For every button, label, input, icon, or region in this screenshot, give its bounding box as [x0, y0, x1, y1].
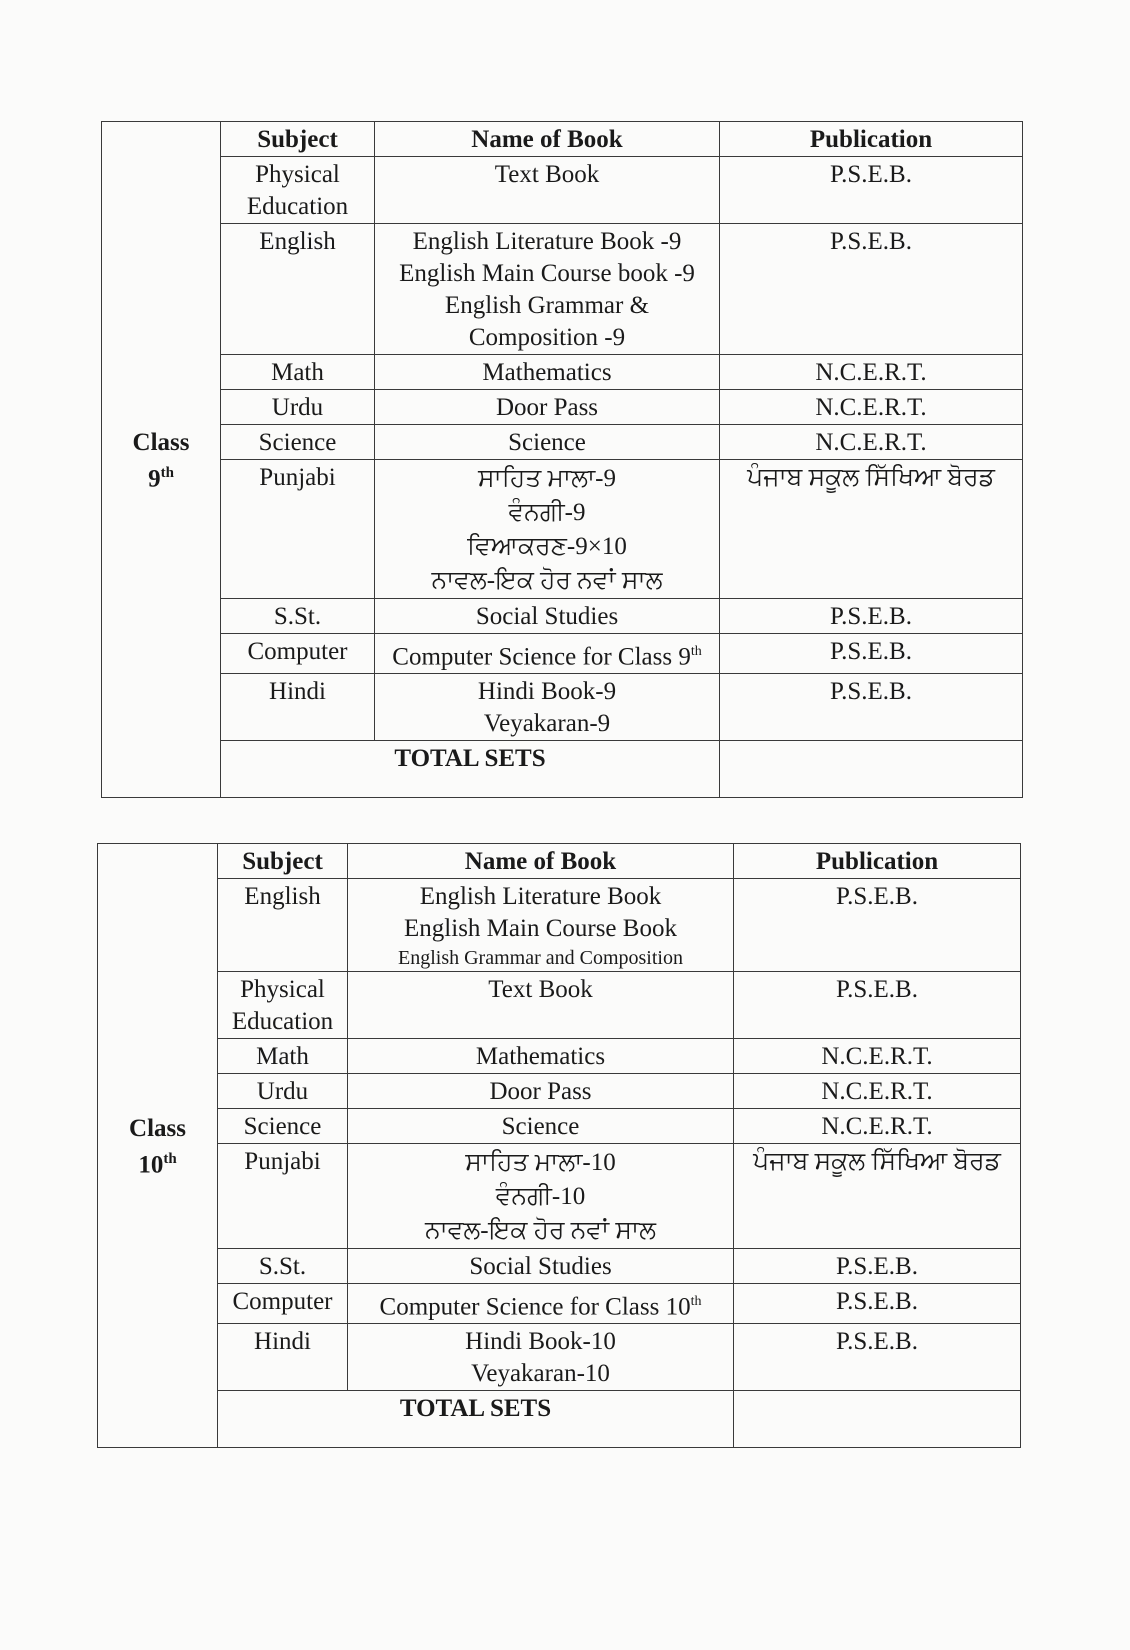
- table-row: [98, 1109, 1021, 1144]
- subject-cell: Physical Education: [218, 972, 348, 1039]
- subject-cell: Hindi: [218, 1324, 348, 1391]
- book-title: ਵੰਨਗੀ-9: [508, 499, 586, 526]
- publication-cell: P.S.E.B.: [734, 1249, 1021, 1284]
- subject-cell: Physical Education: [221, 157, 375, 224]
- subject-cell: Computer: [218, 1284, 348, 1324]
- publication-cell: N.C.E.R.T.: [734, 1109, 1021, 1144]
- table-row: [98, 1284, 1021, 1324]
- book-title: English Main Course book -9: [399, 260, 695, 287]
- subject-cell: Urdu: [221, 390, 375, 425]
- publication-cell: N.C.E.R.T.: [720, 355, 1023, 390]
- total-sets-value: [734, 1391, 1021, 1448]
- subject-cell: Hindi: [221, 674, 375, 741]
- publication-cell: P.S.E.B.: [720, 157, 1023, 224]
- table-row: [102, 157, 1023, 224]
- book-title: ਵੰਨਗੀ-10: [495, 1183, 586, 1210]
- table-row: [102, 425, 1023, 460]
- book-cell: Door Pass: [348, 1074, 734, 1109]
- total-sets-value: [720, 741, 1023, 798]
- table-row: [98, 1249, 1021, 1284]
- table-header-row: [102, 122, 1023, 157]
- book-cell: Mathematics: [348, 1039, 734, 1074]
- publication-cell: N.C.E.R.T.: [720, 425, 1023, 460]
- class-number: 9th: [148, 464, 174, 492]
- book-title: English Literature Book -9: [412, 228, 682, 255]
- publication-cell: N.C.E.R.T.: [720, 390, 1023, 425]
- subject-cell: English: [221, 224, 375, 355]
- subject-cell: Computer: [221, 634, 375, 674]
- class-number: 10th: [138, 1150, 177, 1178]
- book-cell: Text Book: [348, 972, 734, 1039]
- subject-cell: S.St.: [221, 599, 375, 634]
- total-row: [98, 1391, 1021, 1448]
- publication-cell: P.S.E.B.: [734, 1284, 1021, 1324]
- table-row: [98, 879, 1021, 972]
- book-cell: Social Studies: [348, 1249, 734, 1284]
- subject-cell: Punjabi: [218, 1144, 348, 1249]
- subject-header: Subject: [221, 122, 375, 157]
- subject-cell: Math: [218, 1039, 348, 1074]
- subject-cell: S.St.: [218, 1249, 348, 1284]
- class-9-book-table: [101, 121, 1023, 798]
- class-label: Class: [132, 428, 190, 456]
- class-label: Class: [129, 1114, 186, 1142]
- class-10-book-table: [97, 843, 1021, 1448]
- book-name-header: Name of Book: [348, 844, 734, 879]
- book-cell: [348, 879, 734, 972]
- table-header-row: [98, 844, 1021, 879]
- publication-header: Publication: [734, 844, 1021, 879]
- book-title: Veyakaran-10: [471, 1360, 610, 1388]
- subject-cell: Math: [221, 355, 375, 390]
- publication-cell: P.S.E.B.: [720, 674, 1023, 741]
- book-cell: Science: [348, 1109, 734, 1144]
- book-cell: Social Studies: [375, 599, 720, 634]
- book-title: English Literature Book: [419, 883, 662, 910]
- book-cell: [348, 1324, 734, 1391]
- book-name-header: Name of Book: [375, 122, 720, 157]
- book-title: ਨਾਵਲ-ਇਕ ਹੋਰ ਨਵਾਂ ਸਾਲ: [431, 567, 663, 594]
- publication-cell: ਪੰਜਾਬ ਸਕੂਲ ਸਿੱਖਿਆ ਬੋਰਡ: [734, 1144, 1021, 1249]
- book-title: ਸਾਹਿਤ ਮਾਲਾ-10: [465, 1149, 616, 1176]
- book-cell: Mathematics: [375, 355, 720, 390]
- table-row: [102, 224, 1023, 355]
- book-title: English Grammar and Composition: [398, 947, 683, 969]
- class-label-cell: [102, 122, 221, 798]
- book-title: ਸਾਹਿਤ ਮਾਲਾ-9: [478, 465, 616, 492]
- book-title: Hindi Book-10: [465, 1328, 616, 1356]
- table-row: [102, 390, 1023, 425]
- subject-header: Subject: [218, 844, 348, 879]
- subject-cell: Science: [218, 1109, 348, 1144]
- total-row: [102, 741, 1023, 798]
- subject-cell: Punjabi: [221, 460, 375, 599]
- class-label-cell: [98, 844, 218, 1448]
- publication-cell: ਪੰਜਾਬ ਸਕੂਲ ਸਿੱਖਿਆ ਬੋਰਡ: [720, 460, 1023, 599]
- subject-cell: Urdu: [218, 1074, 348, 1109]
- table-row: [102, 599, 1023, 634]
- table-row: [98, 1039, 1021, 1074]
- book-cell: [375, 674, 720, 741]
- publication-cell: N.C.E.R.T.: [734, 1039, 1021, 1074]
- table-row: [98, 1074, 1021, 1109]
- book-cell: Science: [375, 425, 720, 460]
- book-cell: [375, 224, 720, 355]
- table-row: [98, 972, 1021, 1039]
- book-cell: Door Pass: [375, 390, 720, 425]
- table-row: [98, 1324, 1021, 1391]
- publication-cell: P.S.E.B.: [720, 224, 1023, 355]
- subject-cell: English: [218, 879, 348, 972]
- publication-cell: P.S.E.B.: [734, 1324, 1021, 1391]
- table-row: [98, 1144, 1021, 1249]
- book-title: ਵਿਆਕਰਣ-9×10: [467, 533, 627, 560]
- total-sets-label: TOTAL SETS: [221, 741, 720, 798]
- book-title: English Main Course Book: [404, 915, 677, 942]
- publication-header: Publication: [720, 122, 1023, 157]
- book-cell: Computer Science for Class 10th: [348, 1284, 734, 1324]
- publication-cell: P.S.E.B.: [720, 599, 1023, 634]
- table-row: [102, 674, 1023, 741]
- book-cell: [348, 1144, 734, 1249]
- total-sets-label: TOTAL SETS: [218, 1391, 734, 1448]
- book-cell: [375, 460, 720, 599]
- subject-cell: Science: [221, 425, 375, 460]
- publication-cell: P.S.E.B.: [720, 634, 1023, 674]
- publication-cell: N.C.E.R.T.: [734, 1074, 1021, 1109]
- book-title: Hindi Book-9: [477, 678, 617, 706]
- table-row: [102, 460, 1023, 599]
- book-cell: Text Book: [375, 157, 720, 224]
- book-title: Veyakaran-9: [483, 710, 611, 738]
- table-row: [102, 634, 1023, 674]
- publication-cell: P.S.E.B.: [734, 879, 1021, 972]
- publication-cell: P.S.E.B.: [734, 972, 1021, 1039]
- book-title: Composition -9: [468, 324, 626, 351]
- book-title: English Grammar &: [444, 292, 650, 319]
- table-row: [102, 355, 1023, 390]
- book-title: ਨਾਵਲ-ਇਕ ਹੋਰ ਨਵਾਂ ਸਾਲ: [424, 1217, 657, 1244]
- book-cell: Computer Science for Class 9th: [375, 634, 720, 674]
